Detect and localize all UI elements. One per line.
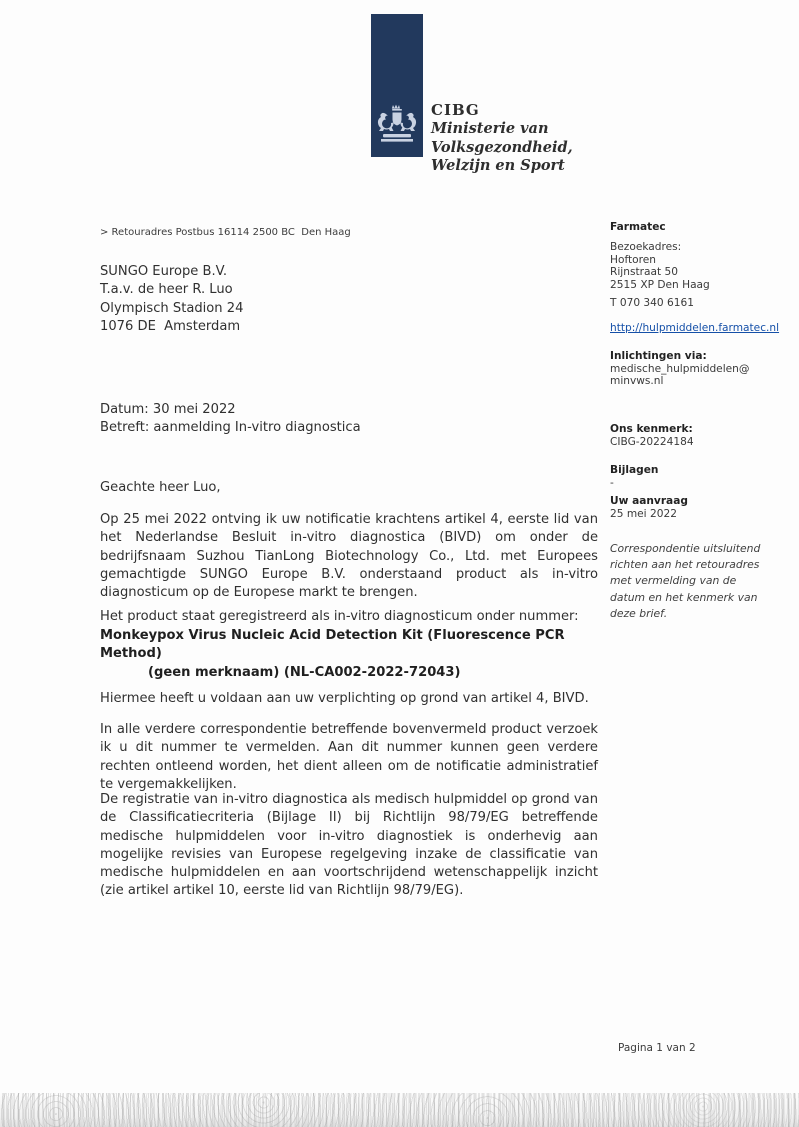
request-label: Uw aanvraag (610, 495, 688, 507)
attachments-label: Bijlagen (610, 464, 659, 476)
phone-number: T 070 340 6161 (610, 297, 694, 309)
logo-org-name: CIBG (431, 101, 480, 119)
logo-ministry-line1: Ministerie van Volksgezondheid, (431, 120, 573, 156)
paragraph-classification: De registratie van in-vitro diagnostica als medisch hulpmiddel op grond van de Classificatiecriteria (Bijlage II) bij Richtlijn 98/79/EG betreffende medische hulpmiddelen voor in-vitro diagnostiek is onderhevig aan mogelijke revisies van Europese regelgeving inzake de classificatie van medische hulpmiddelen en aan voortschrijdend wetenschappelijk inzicht (zie artikel artikel 10, eerste lid van Richtlijn 98/79/EG). (100, 792, 598, 899)
product-name-line2: (geen merknaam) (NL-CA002-2022-72043) (148, 664, 461, 680)
visit-address-block (610, 241, 766, 291)
date-line: Datum: 30 mei 2022 (100, 402, 236, 417)
attachments-block (610, 464, 766, 489)
paragraph-notification: Op 25 mei 2022 ontving ik uw notificatie krachtens artikel 4, eerste lid van het Nederlandse Besluit in-vitro diagnostica (BIVD) om onder de bedrijfsnaam Suzhou TianLong Biotechnology Co., Ltd. met Europees gemachtigde SUNGO Europe B.V. onderstaand product als in-vitro diagnosticum op de Europese markt te brengen. (100, 512, 598, 601)
recipient-address (100, 263, 598, 336)
contact-label: Inlichtingen via: (610, 350, 707, 362)
reference-block (610, 423, 766, 448)
recipient-line: 1076 DE Amsterdam (100, 318, 241, 334)
product-name-block (100, 627, 598, 682)
date-subject-block (100, 401, 598, 438)
salutation: Geachte heer Luo, (100, 480, 221, 495)
sidebar-department-block (610, 221, 766, 234)
correspondence-note: Correspondentie uitsluitend richten aan het retouradres met vermelding van de datum en het kenmerk van deze brief. (610, 542, 761, 620)
request-block (610, 495, 766, 520)
contact-block (610, 350, 766, 388)
website-link[interactable]: http://hulpmiddelen.farmatec.nl (610, 322, 780, 334)
contact-email-line: medische_hulpmiddelen@ (610, 362, 750, 375)
paragraph-correspondence: In alle verdere correspondentie betreffende bovenvermeld product verzoek ik u dit nummer te vermelden. Aan dit nummer kunnen geen verdere rechten ontleend worden, het dient alleen om de notificatie administratief te vergemakkelijken. (100, 722, 598, 792)
website-block (610, 322, 780, 335)
recipient-line: SUNGO Europe B.V. (100, 264, 228, 279)
visit-address-line: Hoftoren (610, 253, 656, 266)
product-name-line1: Monkeypox Virus Nucleic Acid Detection Kit (Fluorescence PCR Method) (100, 628, 565, 662)
reference-label: Ons kenmerk: (610, 423, 693, 435)
reference-number: CIBG-20224184 (610, 435, 694, 448)
page-number: Pagina 1 van 2 (618, 1042, 696, 1054)
coat-of-arms-icon (374, 104, 420, 148)
department-name: Farmatec (610, 221, 666, 233)
request-date: 25 mei 2022 (610, 507, 677, 520)
paragraph-registration-intro: Het product staat geregistreerd als in-vitro diagnosticum onder nummer: (100, 609, 579, 624)
scan-noise-band (0, 1093, 799, 1127)
return-address: > Retouradres Postbus 16114 2500 BC Den Haag (100, 227, 351, 238)
contact-email-line: minvws.nl (610, 375, 664, 388)
ministry-logo-bar (371, 14, 423, 157)
visit-address-line: Rijnstraat 50 (610, 266, 678, 279)
visit-address-label: Bezoekadres: (610, 241, 682, 253)
recipient-line: T.a.v. de heer R. Luo (100, 282, 233, 298)
recipient-line: Olympisch Stadion 24 (100, 300, 244, 316)
visit-address-line: 2515 XP Den Haag (610, 278, 710, 291)
paragraph-compliance: Hiermee heeft u voldaan aan uw verplichting op grond van artikel 4, BIVD. (100, 691, 589, 706)
subject-line: Betreft: aanmelding In-vitro diagnostica (100, 420, 361, 436)
attachments-value: - (610, 476, 614, 489)
logo-ministry-line2: Welzijn en Sport (431, 157, 565, 174)
ministry-logo-text (431, 101, 691, 176)
